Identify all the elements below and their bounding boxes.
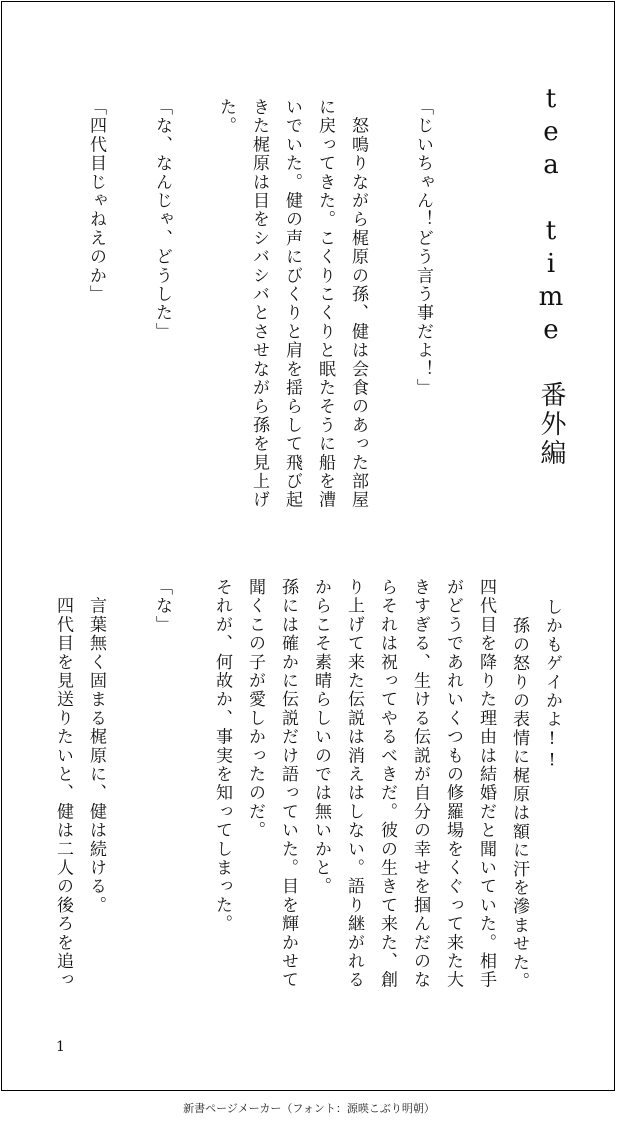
- text-column-lower-8: からこそ素晴らしいのでは無いかと。: [311, 578, 331, 896]
- text-column-lower-10: 聞くこの子が愛しかったのだ。: [245, 578, 265, 840]
- text-column-lower-11: それが、何故か、事実を知ってしまった。: [212, 578, 232, 934]
- text-column-lower-5: きすぎる、生ける伝説が自分の幸せを掴んだのな: [410, 578, 430, 990]
- text-column-lower-2: 孫の怒りの表情に梶原は額に汗を滲ませた。: [509, 598, 529, 991]
- footer-credit: 新書ページメーカー（フォント：源暎こぶり明朝）: [183, 1102, 435, 1115]
- page-number: 1: [56, 1039, 65, 1055]
- text-column-lower-13: 言葉無く固まる梶原に、健は続ける。: [86, 578, 106, 915]
- text-column-lower-3: 四代目を降りた理由は結婚だと聞いていた。相手: [476, 578, 496, 990]
- text-column-upper-4: いでいた。健の声にびくりと肩を揺らして飛び起: [282, 98, 302, 510]
- text-column-lower-9: 孫には確かに伝説だけ語っていた。目を輝かせて: [278, 578, 298, 990]
- page-frame: [1, 1, 615, 1091]
- text-column-upper-3: に戻ってきた。こくりこくりと眠たそうに船を漕: [315, 98, 335, 510]
- story-title: tea time 番外編: [536, 84, 566, 468]
- text-column-lower-4: がどうであれいくつもの修羅場をくぐって来た大: [443, 578, 463, 990]
- text-column-lower-7: り上げて来た伝説は消えはしない。語り継がれる: [344, 578, 364, 990]
- text-column-upper-5: きた梶原は目をシバシバとさせながら孫を見上げ: [249, 98, 269, 510]
- text-column-upper-8: 「四代目じゃねえのか」: [86, 98, 106, 304]
- text-column-lower-1: しかもゲイかよ!!: [542, 598, 562, 773]
- text-column-upper-2: 怒鳴りながら梶原の孫、健は会食のあった部屋: [348, 98, 368, 510]
- text-column-upper-1: 「じいちゃん！どう言う事だよ！」: [413, 98, 433, 398]
- text-column-upper-6: た。: [216, 98, 236, 136]
- text-column-lower-12: 「な」: [152, 578, 172, 635]
- text-column-lower-14: 四代目を見送りたいと、健は二人の後ろを追っ: [53, 578, 73, 990]
- text-column-lower-6: らそれは祝ってやるべきだ。彼の生きて来た、創: [377, 578, 397, 990]
- text-column-upper-7: 「な、なんじゃ、どうした」: [152, 98, 172, 342]
